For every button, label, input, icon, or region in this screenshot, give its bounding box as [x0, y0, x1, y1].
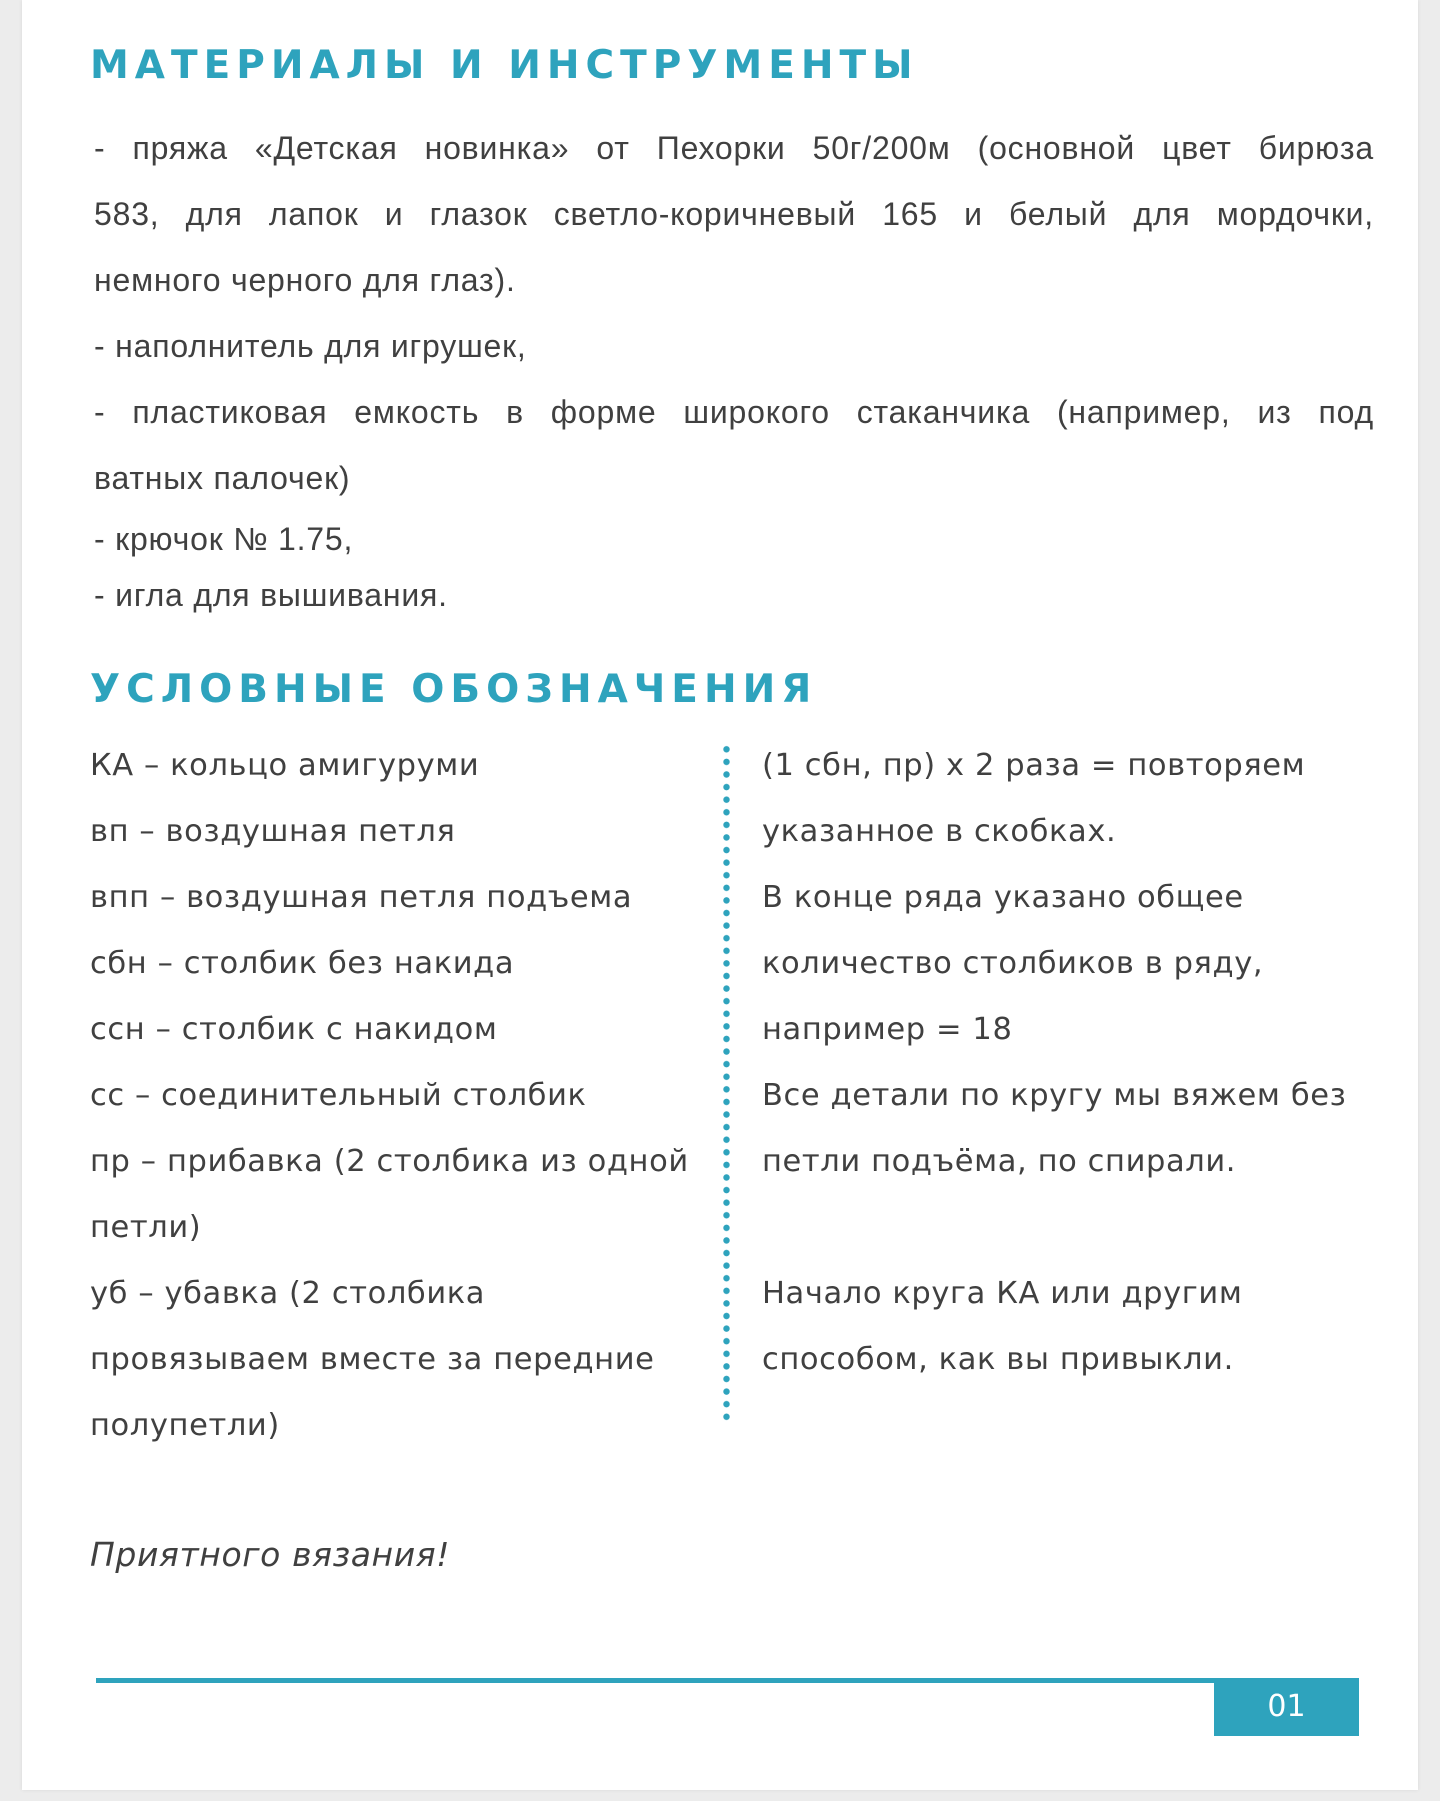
document-page: [22, 0, 1418, 1790]
notes-line-blank: [762, 1195, 1402, 1261]
notes-line: указанное в скобках.: [762, 814, 1117, 849]
materials-line: - пластиковая емкость в форме широкого стаканчика (например, из под: [94, 394, 1374, 430]
legend-line: полупетли): [90, 1408, 280, 1443]
legend-heading: УСЛОВНЫЕ ОБОЗНАЧЕНИЯ: [90, 667, 818, 712]
materials-line: - игла для вышивания.: [94, 577, 448, 613]
page-number-badge: 01: [1214, 1678, 1359, 1736]
notes-line: например = 18: [762, 1012, 1013, 1047]
notes-line: (1 сбн, пр) х 2 раза = повторяем: [762, 748, 1306, 783]
materials-list: [94, 115, 1374, 623]
notes-line: петли подъёма, по спирали.: [762, 1144, 1237, 1179]
notes-line: Начало круга КА или другим: [762, 1276, 1243, 1311]
materials-line: - пряжа «Детская новинка» от Пехорки 50г/200м (основной цвет бирюза: [94, 130, 1374, 166]
materials-line: ватных палочек): [94, 460, 351, 496]
notes-line: В конце ряда указано общее: [762, 880, 1244, 915]
legend-line: впп – воздушная петля подъема: [90, 880, 633, 915]
dotted-divider: [723, 743, 730, 1425]
materials-line: 583, для лапок и глазок светло-коричневый 165 и белый для мордочки,: [94, 196, 1374, 232]
footer-rule: [96, 1678, 1359, 1683]
notes-line: количество столбиков в ряду,: [762, 946, 1264, 981]
closing-note: Приятного вязания!: [90, 1535, 451, 1574]
notes-line: способом, как вы привыкли.: [762, 1342, 1234, 1377]
legend-line: ссн – столбик с накидом: [90, 1012, 498, 1047]
legend-line: сбн – столбик без накида: [90, 946, 515, 981]
materials-line: немного черного для глаз).: [94, 262, 516, 298]
notes-line: Все детали по кругу мы вяжем без: [762, 1078, 1347, 1113]
materials-heading: МАТЕРИАЛЫ И ИНСТРУМЕНТЫ: [90, 43, 919, 88]
legend-line: уб – убавка (2 столбика: [90, 1276, 486, 1311]
legend-line: пр – прибавка (2 столбика из одной: [90, 1144, 689, 1179]
legend-line: КА – кольцо амигуруми: [90, 748, 480, 783]
legend-abbreviations-column: [90, 733, 730, 1459]
legend-notes-column: [762, 733, 1402, 1393]
legend-line: провязываем вместе за передние: [90, 1342, 655, 1377]
legend-line: петли): [90, 1210, 202, 1245]
materials-line: - крючок № 1.75,: [94, 521, 354, 557]
legend-line: вп – воздушная петля: [90, 814, 456, 849]
legend-line: сс – соединительный столбик: [90, 1078, 587, 1113]
materials-line: - наполнитель для игрушек,: [94, 328, 527, 364]
